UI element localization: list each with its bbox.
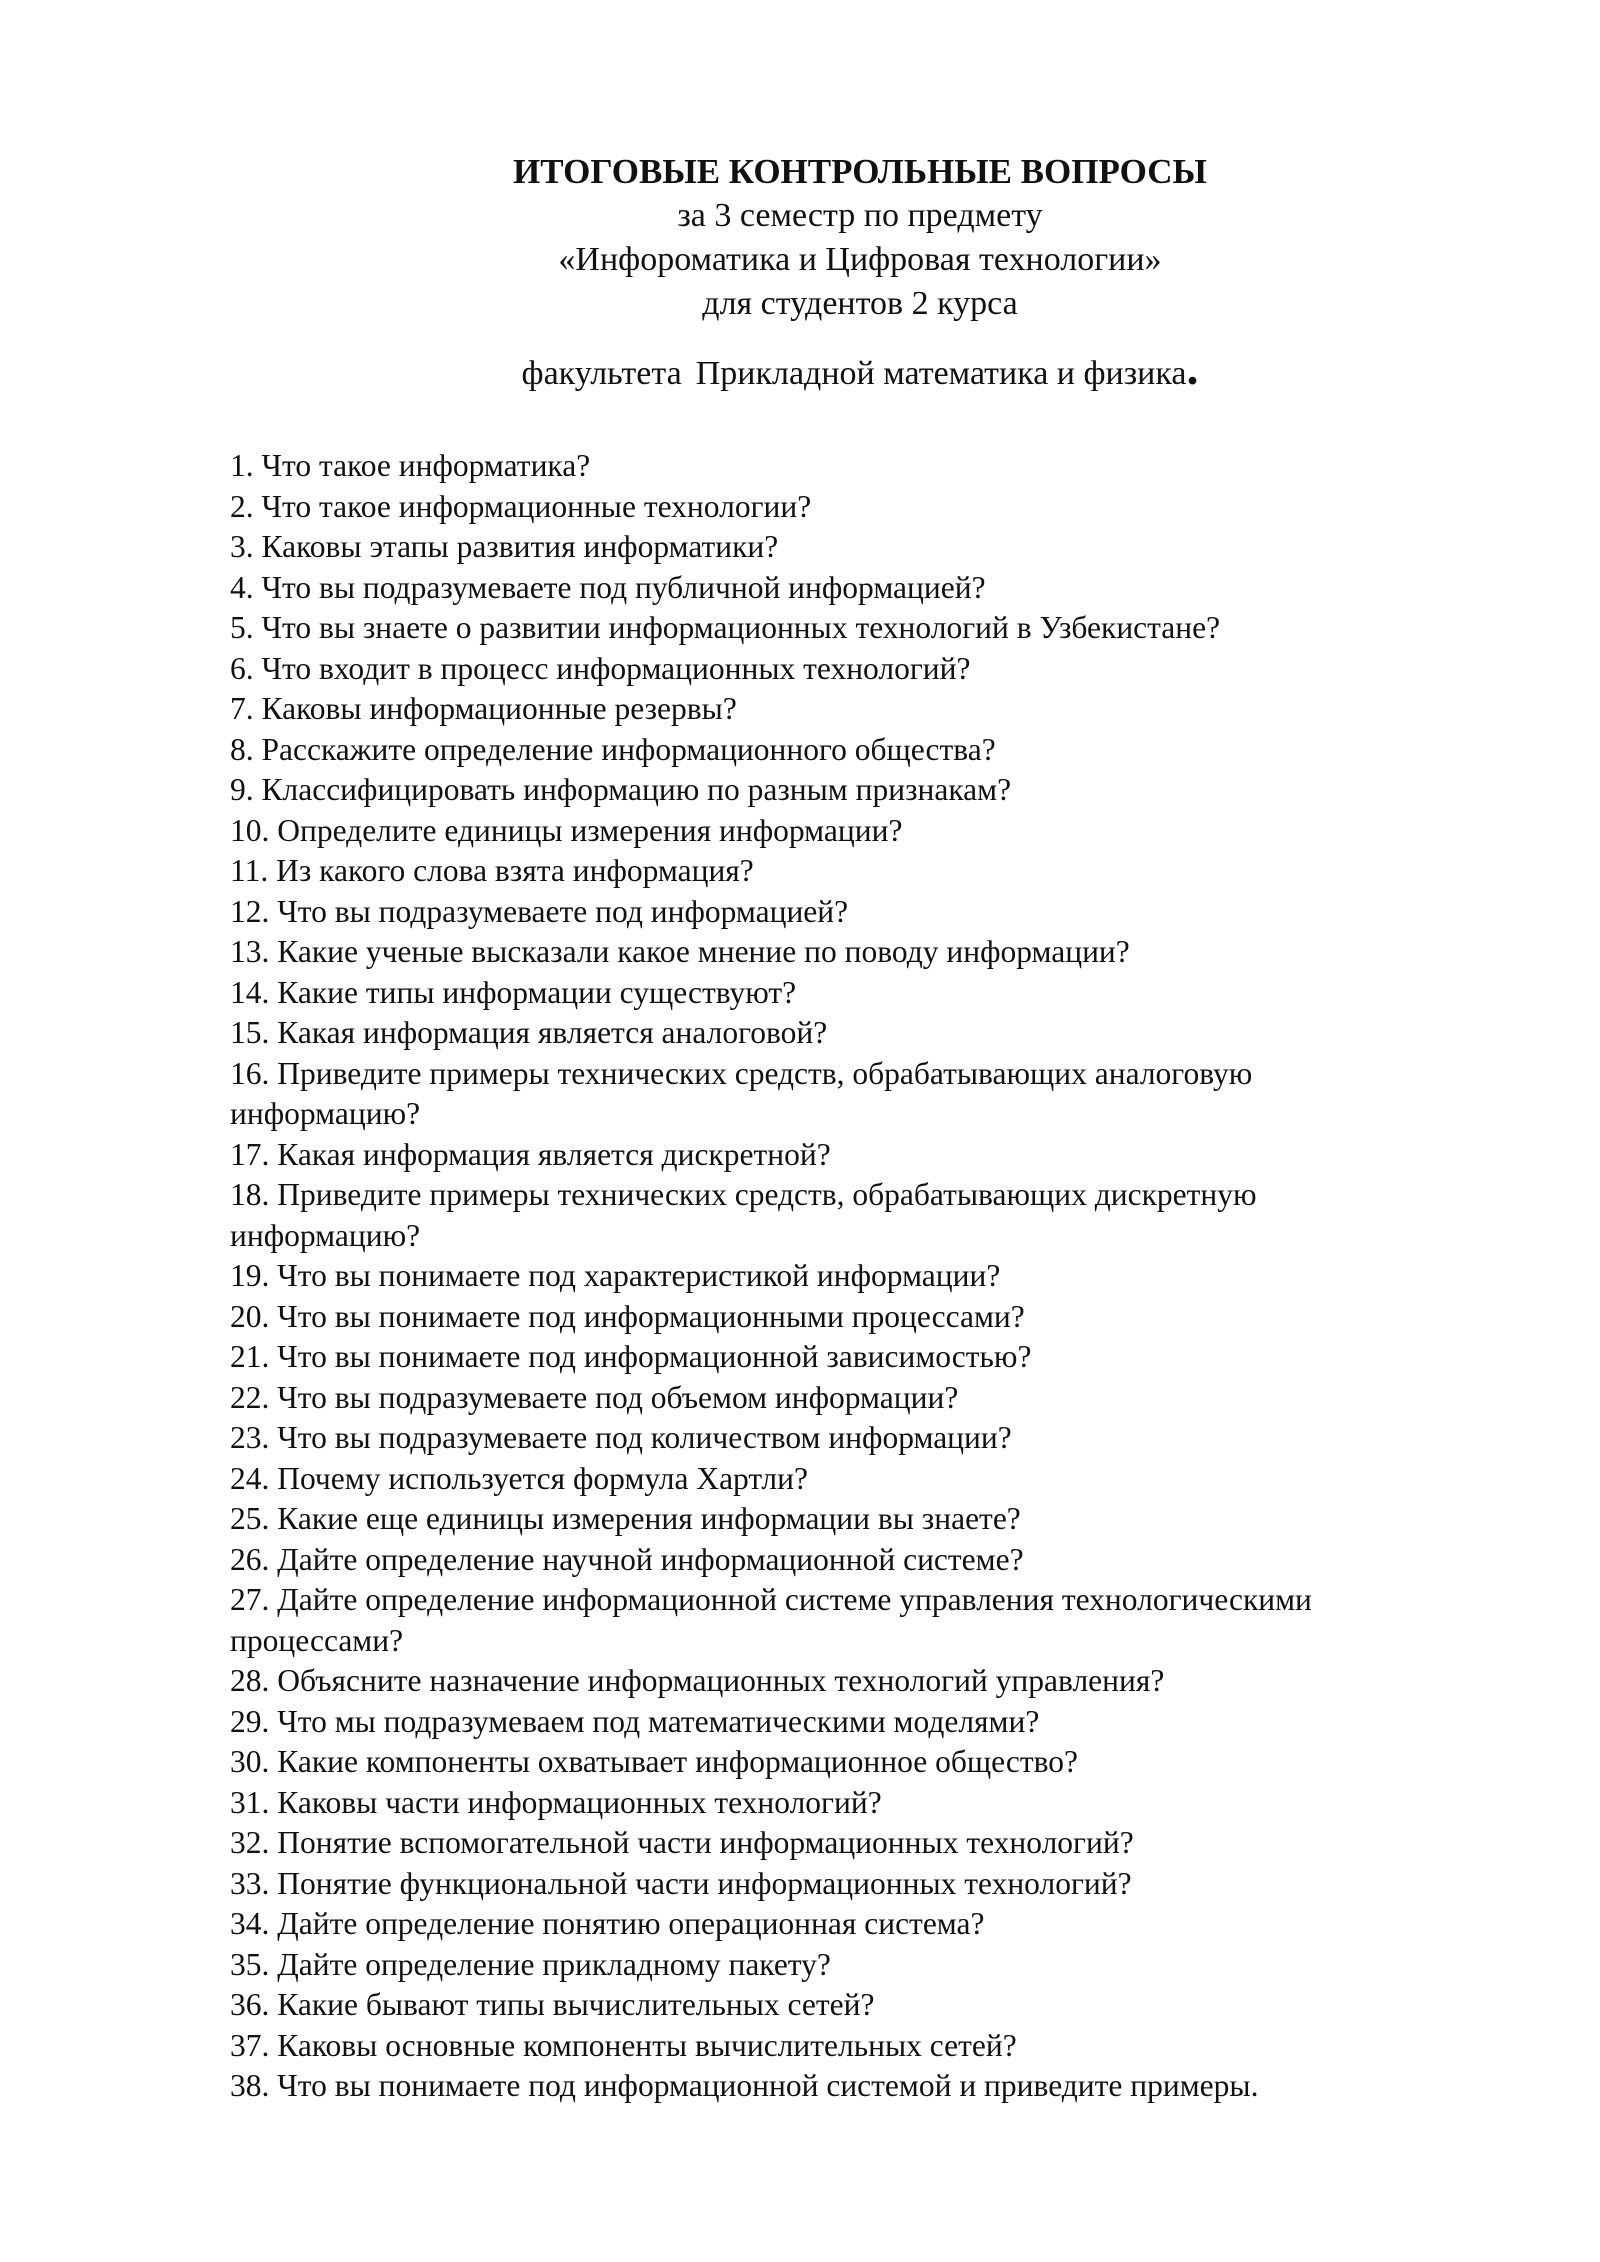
question-line: 2. Что такое информационные технологии? — [230, 488, 812, 524]
faculty-label: факультета — [521, 355, 682, 392]
semester-line: за 3 семестр по предмету — [677, 197, 1043, 234]
faculty-line — [440, 342, 1280, 396]
question-line: 36. Какие бывают типы вычислительных сетей? — [230, 1987, 875, 2022]
question-line: 22. Что вы подразумеваете под объемом информации? — [230, 1379, 959, 1415]
question-line: 37. Каковы основные компоненты вычислительных сетей? — [230, 2027, 1017, 2063]
question-line: 3. Каковы этапы развития информатики? — [230, 529, 779, 564]
question-line: 26. Дайте определение научной информационной системе? — [230, 1541, 1024, 1577]
question-line: 7. Каковы информационные резервы? — [230, 691, 737, 726]
question-line: 4. Что вы подразумеваете под публичной информацией? — [230, 569, 986, 605]
question-line: 29. Что мы подразумеваем под математическими моделями? — [230, 1703, 1040, 1739]
question-line: 13. Какие ученые высказали какое мнение по поводу информации? — [230, 934, 1130, 969]
question-line: 30. Какие компоненты охватывает информационное общество? — [230, 1744, 1079, 1779]
question-line: 21. Что вы понимаете под информационной зависимостью? — [230, 1339, 1032, 1374]
question-line: 27. Дайте определение информационной системе управления технологическими — [230, 1582, 1312, 1617]
document-header — [440, 150, 1280, 396]
question-line: 10. Определите единицы измерения информации? — [230, 812, 903, 848]
question-line: процессами? — [230, 1622, 404, 1658]
question-line: 9. Классифицировать информацию по разным признакам? — [230, 772, 1012, 807]
question-line: 5. Что вы знаете о развитии информационных технологий в Узбекистане? — [230, 610, 1221, 645]
question-line: 8. Расскажите определение информационного общества? — [230, 731, 996, 767]
question-line: 14. Какие типы информации существуют? — [230, 974, 797, 1010]
question-line: 28. Объясните назначение информационных технологий управления? — [230, 1663, 1165, 1698]
faculty-period: . — [1186, 342, 1199, 395]
question-line: 35. Дайте определение прикладному пакету? — [230, 1946, 831, 1982]
question-line: 34. Дайте определение понятию операционная система? — [230, 1906, 985, 1941]
question-line: 32. Понятие вспомогательной части информационных технологий? — [230, 1825, 1134, 1860]
question-line: 23. Что вы подразумеваете под количеством информации? — [230, 1420, 1012, 1455]
question-line: 19. Что вы понимаете под характеристикой информации? — [230, 1258, 1001, 1293]
question-line: 16. Приведите примеры технических средств, обрабатывающих аналоговую — [230, 1055, 1253, 1091]
students-line: для студентов 2 курса — [702, 285, 1018, 322]
question-line: 17. Какая информация является дискретной? — [230, 1136, 831, 1172]
question-line: 25. Какие еще единицы измерения информации вы знаете? — [230, 1501, 1021, 1536]
question-line: 6. Что входит в процесс информационных технологий? — [230, 650, 971, 686]
question-line: 24. Почему используется формула Хартли? — [230, 1460, 808, 1496]
question-line: 1. Что такое информатика? — [230, 448, 591, 483]
faculty-name: Прикладной математика и физика — [695, 355, 1187, 392]
question-line: 38. Что вы понимаете под информационной системой и приведите примеры. — [230, 2068, 1259, 2103]
question-list — [230, 446, 1470, 2107]
document-title: ИТОГОВЫЕ КОНТРОЛЬНЫЕ ВОПРОСЫ — [513, 152, 1207, 191]
question-line: 18. Приведите примеры технических средств, обрабатывающих дискретную — [230, 1177, 1257, 1212]
question-line: 33. Понятие функциональной части информационных технологий? — [230, 1865, 1132, 1901]
question-line: 31. Каковы части информационных технологий? — [230, 1784, 882, 1820]
question-line: 11. Из какого слова взята информация? — [230, 853, 754, 888]
subject-line: «Инфороматика и Цифровая технологии» — [558, 241, 1162, 278]
question-line: информацию? — [230, 1096, 421, 1131]
question-line: 15. Какая информация является аналоговой? — [230, 1015, 828, 1050]
question-line: информацию? — [230, 1217, 421, 1253]
question-line: 12. Что вы подразумеваете под информацией? — [230, 893, 849, 929]
question-line: 20. Что вы понимаете под информационными процессами? — [230, 1298, 1025, 1334]
